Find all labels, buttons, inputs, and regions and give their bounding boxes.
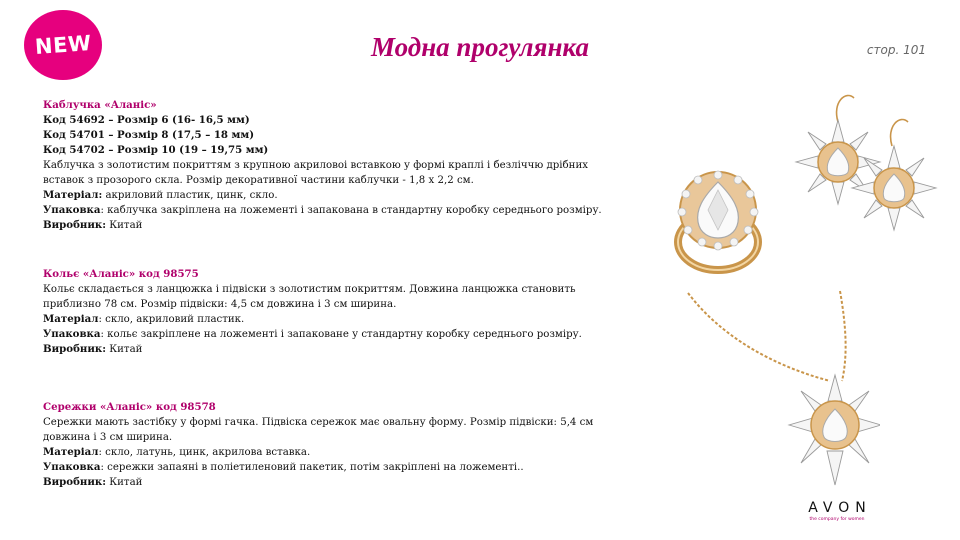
necklace-description-line-1: Кольє складається з ланцюжка і підвіски з золотистим покриттям. Довжина ланцюжка становить <box>43 284 576 295</box>
material-value: акриловий пластик, цинк, скло. <box>102 190 278 201</box>
necklace-section <box>43 267 633 357</box>
packing-value: : каблучка закріплена на ложементі і запакована в стандартну коробку середнього розміру. <box>100 205 602 216</box>
maker-value: Китай <box>106 344 143 355</box>
ring-description-line-2: вставок з прозорого скла. Розмір декоративної частини каблучки - 1,8 х 2,2 см. <box>43 175 474 186</box>
necklace-description-line-2: приблизно 78 см. Розмір підвіски: 4,5 см довжина і 3 см ширина. <box>43 299 397 310</box>
earrings-description-line-1: Сережки мають застібку у формі гачка. Підвіска сережок має овальну форму. Розмір підвіски: 5,4 см <box>43 417 594 428</box>
material-label: Матеріал <box>43 313 99 325</box>
earrings-section <box>43 400 633 490</box>
necklace-image <box>680 285 880 503</box>
ring-maker <box>43 218 633 233</box>
page-number: стор. 101 <box>866 43 926 57</box>
earrings-packing <box>43 460 633 475</box>
ring-packing <box>43 203 633 218</box>
earrings-image <box>780 88 955 248</box>
packing-label: Упаковка <box>43 328 101 340</box>
necklace-heading: Кольє «Аланіс» код 98575 <box>43 268 199 280</box>
new-badge-label: NEW <box>33 31 93 59</box>
ring-description-line-1: Каблучка з золотистим покриттям з крупною акриловоі вставкою у формі краплі і безліччю дрібних <box>43 160 588 171</box>
avon-logo <box>787 500 887 530</box>
packing-value: : кольє закріплене на ложементі і запаковане у стандартну коробку середнього розміру. <box>100 329 582 340</box>
necklace-maker <box>43 342 633 357</box>
material-label: Матеріал <box>43 446 99 458</box>
material-value: : скло, латунь, цинк, акрилова вставка. <box>98 447 311 458</box>
avon-logo-text: AVON <box>808 500 872 516</box>
page-title: Модна прогулянка <box>371 32 589 62</box>
necklace-packing <box>43 327 633 342</box>
earrings-maker <box>43 475 633 490</box>
maker-label: Виробник: <box>43 219 107 231</box>
ring-code-2: Код 54701 – Розмір 8 (17,5 – 18 мм) <box>43 129 255 141</box>
maker-value: Китай <box>106 220 143 231</box>
avon-tagline: the company for women <box>809 517 865 522</box>
packing-value: : сережки запаяні в поліетиленовий пакетик, потім закріплені на ложементі.. <box>100 462 524 473</box>
maker-label: Виробник: <box>43 343 107 355</box>
earrings-heading: Сережки «Аланіс» код 98578 <box>43 401 216 413</box>
ring-section <box>43 98 633 233</box>
necklace-material <box>43 312 633 327</box>
earrings-description-line-2: довжина і 3 см ширина. <box>43 432 173 443</box>
earrings-material <box>43 445 633 460</box>
ring-code-1: Код 54692 – Розмір 6 (16- 16,5 мм) <box>43 114 250 126</box>
maker-value: Китай <box>106 477 143 488</box>
ring-material <box>43 188 633 203</box>
packing-label: Упаковка <box>43 204 101 216</box>
material-label: Матеріал: <box>43 189 103 201</box>
packing-label: Упаковка <box>43 461 101 473</box>
ring-code-3: Код 54702 – Розмір 10 (19 – 19,75 мм) <box>43 144 269 156</box>
ring-heading: Каблучка «Аланіс» <box>43 99 157 111</box>
material-value: : скло, акриловий пластик. <box>98 314 245 325</box>
ring-image <box>660 160 775 275</box>
maker-label: Виробник: <box>43 476 107 488</box>
